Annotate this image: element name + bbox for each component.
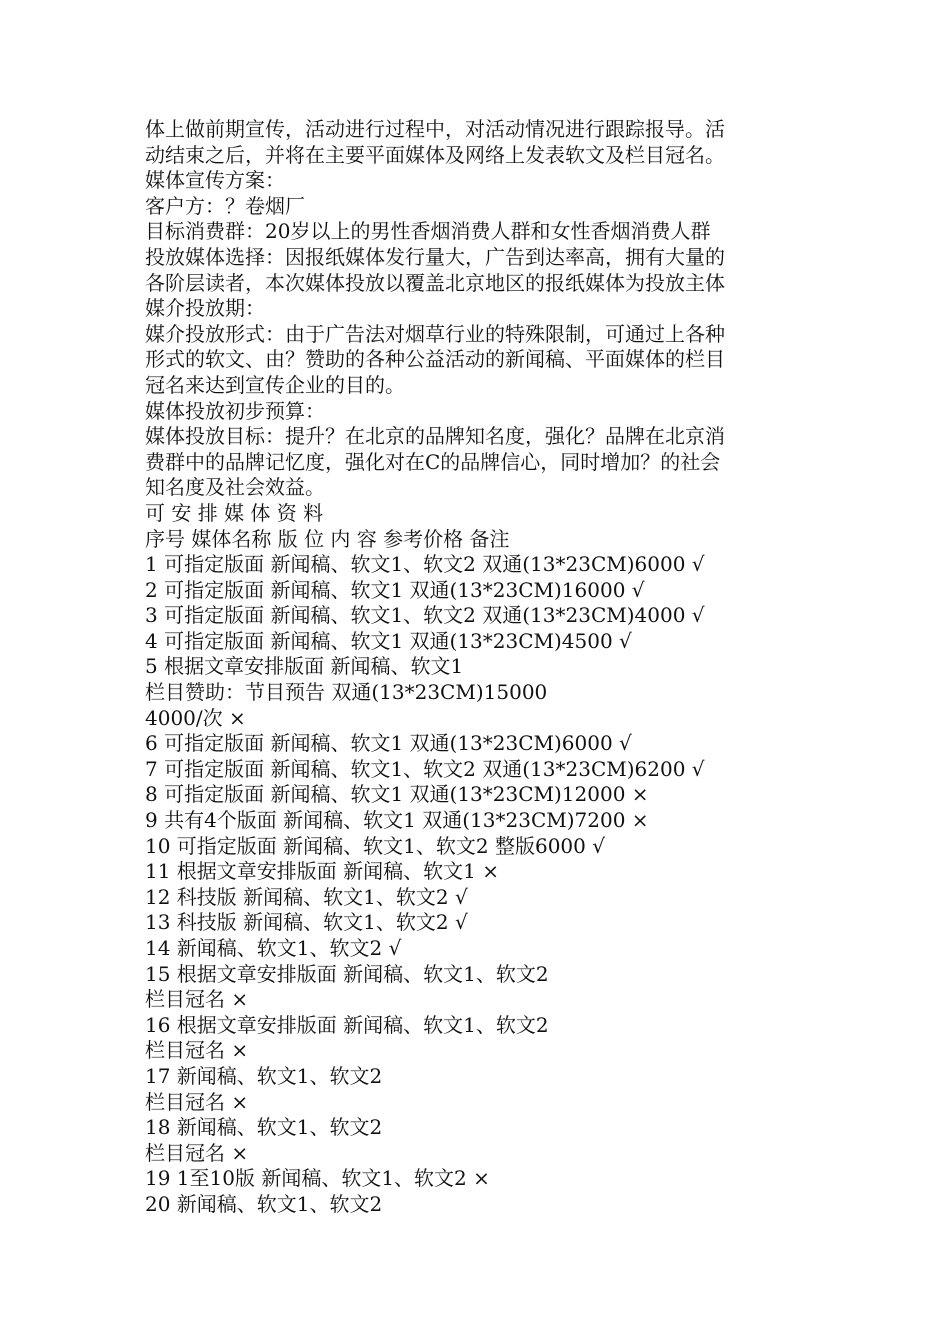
table-row: 18 新闻稿、软文1、软文2 [145, 1115, 383, 1140]
table-row: 4000/次 × [145, 705, 246, 730]
target-audience-line: 目标消费群：20岁以上的男性香烟消费人群和女性香烟消费人群 [145, 219, 711, 244]
goal-line: 知名度及社会效益。 [145, 475, 325, 500]
table-row: 2 可指定版面 新闻稿、软文1 双通(13*23CM)16000 √ [145, 577, 645, 602]
goal-line: 媒体投放目标：提升？在北京的品牌知名度，强化？品牌在北京消 [145, 424, 725, 449]
table-row: 7 可指定版面 新闻稿、软文1、软文2 双通(13*23CM)6200 √ [145, 756, 705, 781]
section-heading: 媒体宣传方案： [145, 168, 285, 193]
table-row: 20 新闻稿、软文1、软文2 [145, 1191, 383, 1216]
table-row: 12 科技版 新闻稿、软文1、软文2 √ [145, 884, 468, 909]
media-selection-line: 投放媒体选择：因报纸媒体发行量大，广告到达率高，拥有大量的 [145, 244, 725, 269]
table-row: 4 可指定版面 新闻稿、软文1 双通(13*23CM)4500 √ [145, 628, 632, 653]
budget-line: 媒体投放初步预算： [145, 398, 325, 423]
table-row: 8 可指定版面 新闻稿、软文1 双通(13*23CM)12000 × [145, 782, 649, 807]
table-row: 10 可指定版面 新闻稿、软文1、软文2 整版6000 √ [145, 833, 605, 858]
table-row: 1 可指定版面 新闻稿、软文1、软文2 双通(13*23CM)6000 √ [145, 552, 705, 577]
table-title: 可 安 排 媒 体 资 料 [145, 500, 324, 525]
table-row: 17 新闻稿、软文1、软文2 [145, 1063, 383, 1088]
table-row: 3 可指定版面 新闻稿、软文1、软文2 双通(13*23CM)4000 √ [145, 603, 705, 628]
table-row: 栏目冠名 × [145, 1140, 249, 1165]
table-row: 16 根据文章安排版面 新闻稿、软文1、软文2 [145, 1012, 549, 1037]
media-period-line: 媒介投放期： [145, 296, 265, 321]
table-row: 9 共有4个版面 新闻稿、软文1 双通(13*23CM)7200 × [145, 808, 649, 833]
table-row: 栏目冠名 × [145, 1038, 249, 1063]
paragraph-line: 体上做前期宣传，活动进行过程中，对活动情况进行跟踪报导。活 [145, 117, 725, 141]
media-form-line: 冠名来达到宣传企业的目的。 [145, 372, 405, 397]
document-body [145, 117, 805, 1218]
table-row: 栏目赞助：节目预告 双通(13*23CM)15000 [145, 680, 548, 705]
goal-line: 费群中的品牌记忆度，强化对在C的品牌信心，同时增加？的社会 [145, 449, 721, 474]
table-header: 序号 媒体名称 版 位 内 容 参考价格 备注 [145, 526, 510, 551]
table-row: 13 科技版 新闻稿、软文1、软文2 √ [145, 910, 468, 935]
table-row: 15 根据文章安排版面 新闻稿、软文1、软文2 [145, 961, 549, 986]
table-row: 19 1至10版 新闻稿、软文1、软文2 × [145, 1166, 490, 1191]
table-row: 14 新闻稿、软文1、软文2 √ [145, 936, 402, 960]
client-line: 客户方：？卷烟厂 [145, 193, 305, 218]
table-row: 栏目冠名 × [145, 1089, 249, 1114]
table-row: 11 根据文章安排版面 新闻稿、软文1 × [145, 859, 500, 884]
paragraph-line: 动结束之后，并将在主要平面媒体及网络上发表软文及栏目冠名。 [145, 142, 725, 167]
media-form-line: 形式的软文、由？赞助的各种公益活动的新闻稿、平面媒体的栏目 [145, 347, 725, 372]
table-row: 5 根据文章安排版面 新闻稿、软文1 [145, 654, 464, 679]
table-row: 栏目冠名 × [145, 987, 249, 1012]
table-row: 6 可指定版面 新闻稿、软文1 双通(13*23CM)6000 √ [145, 731, 632, 756]
media-form-line: 媒介投放形式：由于广告法对烟草行业的特殊限制，可通过上各种 [145, 321, 725, 346]
media-selection-line: 各阶层读者，本次媒体投放以覆盖北京地区的报纸媒体为投放主体 [145, 270, 725, 295]
